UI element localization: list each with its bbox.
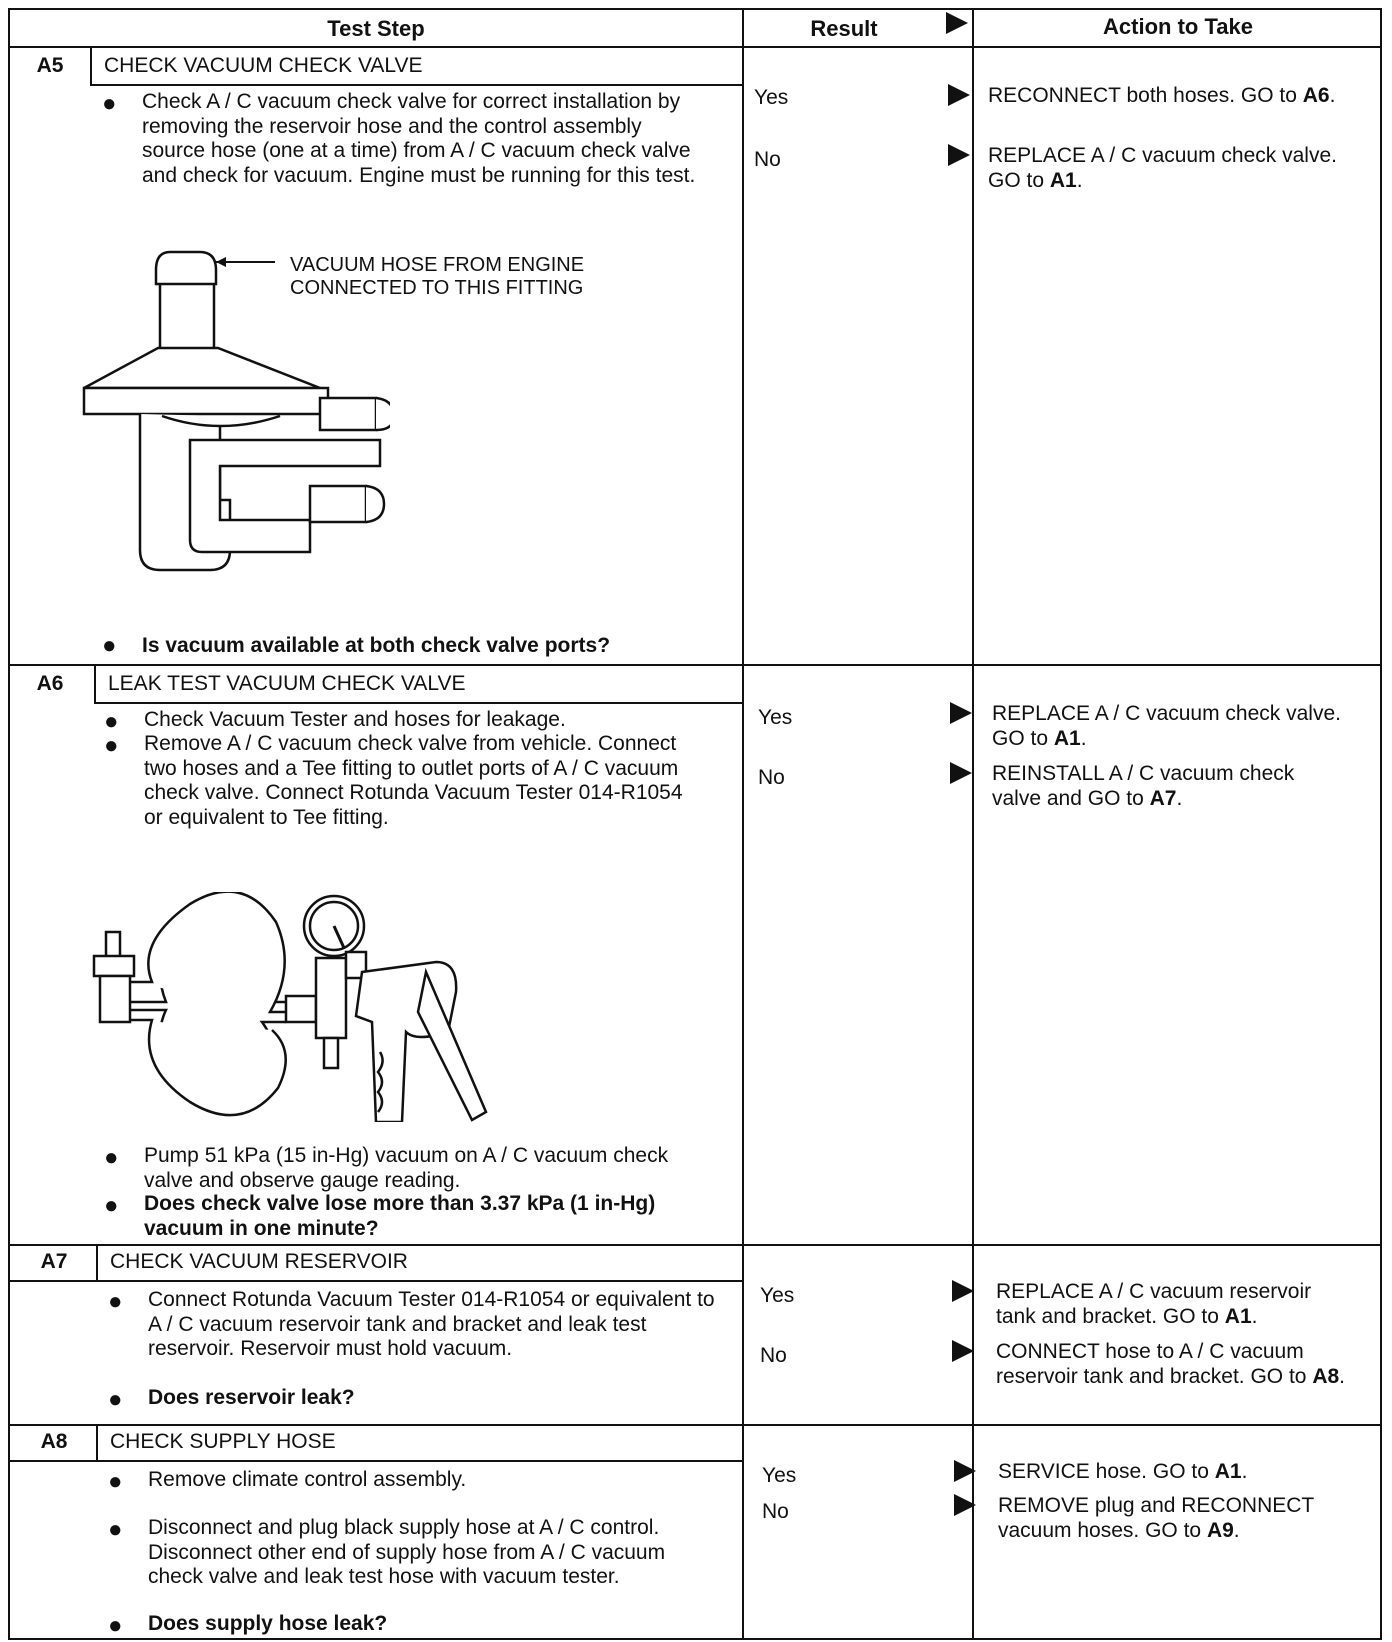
step-instruction: Check Vacuum Tester and hoses for leakage. bbox=[144, 708, 566, 731]
column-divider bbox=[972, 8, 974, 1640]
result-arrow-icon bbox=[954, 1494, 976, 1516]
step-title-divider bbox=[8, 1280, 742, 1282]
step-question: Does check valve lose more than 3.37 kPa (1 in-Hg) vacuum in one minute? bbox=[144, 1192, 656, 1240]
bullet-icon: ● bbox=[104, 732, 119, 759]
bullet-icon: ● bbox=[104, 1144, 119, 1171]
result-yes: Yes bbox=[760, 1284, 795, 1307]
bullet-icon: ● bbox=[108, 1612, 123, 1639]
action-yes: REPLACE A / C vacuum check valve. GO to A1. bbox=[992, 702, 1341, 750]
step-id: A7 bbox=[40, 1250, 68, 1273]
step-id-divider bbox=[96, 1244, 98, 1280]
result-arrow-icon bbox=[952, 1340, 974, 1362]
row-divider bbox=[8, 1244, 1382, 1246]
result-yes: Yes bbox=[754, 86, 789, 109]
row-divider bbox=[8, 1424, 1382, 1426]
step-title: CHECK VACUUM CHECK VALVE bbox=[104, 54, 423, 77]
step-title-divider bbox=[90, 84, 742, 86]
bullet-icon: ● bbox=[104, 708, 119, 735]
step-id-divider bbox=[96, 1424, 98, 1460]
result-no: No bbox=[754, 148, 781, 171]
result-yes: Yes bbox=[762, 1464, 797, 1487]
step-title: CHECK SUPPLY HOSE bbox=[110, 1430, 336, 1453]
header-action: Action to Take bbox=[1103, 14, 1253, 39]
step-id: A5 bbox=[36, 54, 64, 77]
step-id-divider bbox=[90, 46, 92, 84]
step-instruction: Remove climate control assembly. bbox=[148, 1468, 467, 1491]
bullet-icon: ● bbox=[108, 1288, 123, 1315]
action-yes: RECONNECT both hoses. GO to A6. bbox=[988, 84, 1336, 107]
bullet-icon: ● bbox=[108, 1386, 123, 1413]
header-result: Result bbox=[810, 16, 878, 41]
action-no: REPLACE A / C vacuum check valve. GO to A1. bbox=[988, 144, 1337, 192]
result-arrow-icon bbox=[952, 1280, 974, 1302]
action-no: REINSTALL A / C vacuum check valve and GO to A7. bbox=[992, 762, 1295, 810]
step-question: Does reservoir leak? bbox=[148, 1386, 355, 1409]
header-test-step: Test Step bbox=[327, 16, 425, 41]
result-no: No bbox=[758, 766, 785, 789]
row-divider bbox=[8, 664, 1382, 666]
figure-callout: VACUUM HOSE FROM ENGINE CONNECTED TO THIS FITTING bbox=[290, 254, 585, 299]
step-question: Is vacuum available at both check valve ports? bbox=[142, 634, 611, 657]
bullet-icon: ● bbox=[102, 632, 117, 659]
action-no: REMOVE plug and RECONNECT vacuum hoses. GO to A9. bbox=[998, 1494, 1314, 1542]
step-instruction: Connect Rotunda Vacuum Tester 014-R1054 or equivalent to A / C vacuum reservoir tank and bracket and leak test reservoir. Reservoir must hold vacuum. bbox=[148, 1288, 715, 1360]
vacuum-tester-diagram bbox=[86, 892, 506, 1122]
step-instruction: Pump 51 kPa (15 in-Hg) vacuum on A / C vacuum check valve and observe gauge reading. bbox=[144, 1144, 669, 1192]
column-divider bbox=[742, 8, 744, 1640]
result-arrow-icon bbox=[950, 762, 972, 784]
header-divider bbox=[8, 46, 1382, 48]
step-title: CHECK VACUUM RESERVOIR bbox=[110, 1250, 408, 1273]
bullet-icon: ● bbox=[108, 1468, 123, 1495]
step-instruction: Disconnect and plug black supply hose at A / C control. Disconnect other end of supply hose from A / C vacuum check valve and leak test hose with vacuum tester. bbox=[148, 1516, 666, 1588]
step-instruction: Remove A / C vacuum check valve from vehicle. Connect two hoses and a Tee fitting to outlet ports of A / C vacuum check valve. Connect Rotunda Vacuum Tester 014-R1054 or equivalent to Tee fitting. bbox=[144, 732, 683, 829]
action-yes: REPLACE A / C vacuum reservoir tank and bracket. GO to A1. bbox=[996, 1280, 1312, 1328]
header-arrow-icon bbox=[946, 12, 968, 34]
result-no: No bbox=[760, 1344, 787, 1367]
step-title-divider bbox=[8, 1460, 742, 1462]
step-question: Does supply hose leak? bbox=[148, 1612, 388, 1635]
action-yes: SERVICE hose. GO to A1. bbox=[998, 1460, 1248, 1483]
step-id-divider bbox=[94, 664, 96, 702]
step-title-divider bbox=[94, 702, 742, 704]
step-instruction: Check A / C vacuum check valve for correct installation by removing the reservoir hose and the control assembly source hose (one at a time) from A / C vacuum check valve and check for vacuum. Engine must be running for this test. bbox=[142, 90, 696, 187]
result-arrow-icon bbox=[948, 144, 970, 166]
step-title: LEAK TEST VACUUM CHECK VALVE bbox=[108, 672, 466, 695]
bullet-icon: ● bbox=[104, 1192, 119, 1219]
step-id: A6 bbox=[36, 672, 64, 695]
result-arrow-icon bbox=[948, 84, 970, 106]
step-id: A8 bbox=[40, 1430, 68, 1453]
bullet-icon: ● bbox=[108, 1516, 123, 1543]
result-arrow-icon bbox=[954, 1460, 976, 1482]
result-yes: Yes bbox=[758, 706, 793, 729]
bullet-icon: ● bbox=[102, 90, 117, 117]
result-arrow-icon bbox=[950, 702, 972, 724]
action-no: CONNECT hose to A / C vacuum reservoir tank and bracket. GO to A8. bbox=[996, 1340, 1346, 1388]
result-no: No bbox=[762, 1500, 789, 1523]
